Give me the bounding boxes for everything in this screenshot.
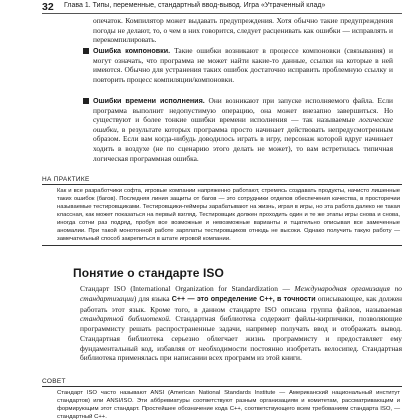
page-number: 32 xyxy=(42,1,54,13)
para-text: ) для языка xyxy=(133,293,172,303)
para-text: Стандарт ISO (International Organization for Standardization — xyxy=(80,284,295,293)
bullet-body: Такие ошибки возникают в процессе компоновки (связывания) и могут означать, что программа не может найти какие-то данные, ссылки на которые в ней имеются. Обычно для устранения таких ошибок достаточно исправить проблемную ссылку и повторить процесс компиляции/компоновки. xyxy=(93,46,394,84)
bullet-term: Ошибки времени исполнения. xyxy=(93,96,205,105)
para-italic: стандартной библиотекой xyxy=(80,314,169,324)
bullet-body: Они возникают при запуске исполняемого файла. Если программа выполнит недопустимую операцию, она может внезапно завершиться. Но существуют и более тонкие ошибки времени исполнения — так называемые xyxy=(93,96,393,125)
bullet-link-error xyxy=(83,46,393,84)
tip-box-title: СОВЕТ xyxy=(42,378,66,385)
para-text: . Стандартная библиотека содержит файлы-кирпичики, позволяющие программисту решать распространенные задачи, например получать ввод и отображать вывод. Стандартная библиотека серьезно облегчает жизнь программисту и предоставляет ему фундаментальный код, избавляя от необходимости постоянно изобретать велосипед. Стандартная библиотека применялась при написании всех программ из этой книги. xyxy=(80,314,402,363)
page-header xyxy=(42,1,402,13)
bullet-italic-term: логические ошибки xyxy=(93,115,393,134)
tip-box-text: Стандарт ISO часто называют ANSI (American National Standards Institute — Американский национальный институт стандартов) или ANSI/ISO. Эти аббревиатуры соответствуют разным организациям и комитетам, рассматривающим и формирующим этот стандарт. Простейшее обозначение кода С++, соответствующего всем требованиям стандарта ISO, — стандартный С++. xyxy=(57,390,400,420)
section-paragraph xyxy=(80,284,402,363)
bullet-body-end: , в результате которых программа просто начинает действовать непредусмотренным образом. Если вам когда-нибудь доводилось играть в игру, персонаж которой вдруг начинает ходить в воздухе (не по сценарию этого делать не может), то вам встретилась типичная логическая программная ошибка. xyxy=(93,124,393,163)
section-heading: Понятие о стандарте ISO xyxy=(73,266,224,280)
bullet-continuation-text: опечаток. Компилятор может выдавать предупреждения. Хотя обычно такие предупреждения погоды не делают, то, о чем в них говорится, следует расценивать как ошибки — исправлять и перекомпилировать. xyxy=(93,16,393,45)
bullet-text xyxy=(83,96,393,163)
practice-box-title: НА ПРАКТИКЕ xyxy=(42,176,90,183)
box-bottom-rule xyxy=(42,245,402,246)
para-text: описывающее, как должен работать этот язык. Кроме того, в данном стандарте ISO описана группа файлов, называемая xyxy=(80,293,402,314)
practice-box-text: Как и все разработчики софта, игровые компании напряженно работают, стремясь создавать продукты, начисто лишенные таких ошибок (багов). Последняя линия защиты от багов — это сотрудники отделов обеспечения качества, в просторечии называемые тестировщиками. Тестировщики-геймеры зарабатывают на жизнь, играя в игры, но эта работа далеко не такая классная, как может показаться на первый взгляд. Тестировщик должен проходить один и те же этапы игры снова и снова, иногда сотни раз подряд, пробуя все возможные и невозможные варианты и тщательно описывая все замеченные аномалии. При такой монотонной работе зарплаты тестировщиков отнюдь не высоки. Однако получить такую работу — замечательный способ закрепиться в штате игровой компании. xyxy=(57,188,400,243)
bullet-text xyxy=(83,46,393,84)
para-italic: Международная организация по стандартизации xyxy=(80,284,402,303)
square-bullet-icon xyxy=(83,48,89,54)
practice-box xyxy=(42,176,402,246)
box-top-rule xyxy=(42,386,402,387)
bullet-runtime-error xyxy=(83,96,393,163)
header-rule xyxy=(42,13,402,14)
box-top-rule xyxy=(42,184,402,185)
running-head: Глава 1. Типы, переменные, стандартный ввод-вывод. Игра «Утраченный клад» xyxy=(64,2,326,9)
tip-box xyxy=(42,378,402,420)
bullet-term: Ошибка компоновки. xyxy=(93,46,171,55)
square-bullet-icon xyxy=(83,98,89,104)
para-bold: С++ — это определение С++, в точности xyxy=(171,294,316,303)
